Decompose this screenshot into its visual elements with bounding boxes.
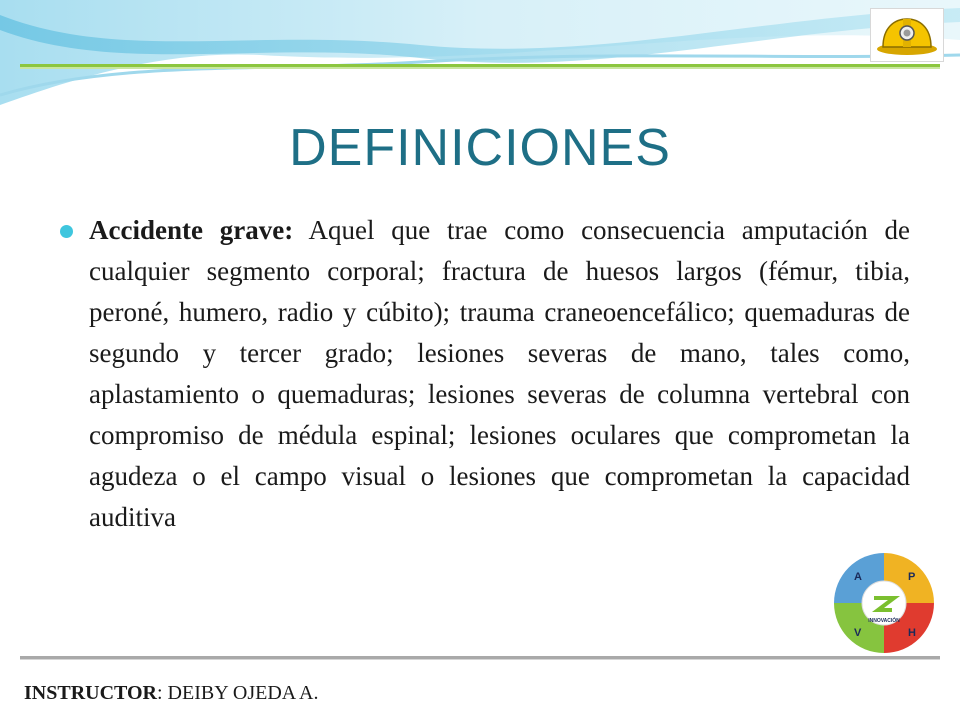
quadrant-a-label: A <box>854 571 862 583</box>
header-wave <box>0 0 960 110</box>
footer-value: : DEIBY OJEDA A. <box>157 682 319 704</box>
definition-text: Aquel que trae como consecuencia amputación de cualquier segmento corporal; fractura de huesos largos (fémur, tibia, peroné, humero, radio y cúbito); trauma craneoencefálico; quemaduras de segundo y tercer grado; lesiones severas de mano, tales como, aplastamiento o quemaduras; lesiones severas de columna vertebral con compromiso de médula espinal; lesiones oculares que comprometan la agudeza o el campo visual o lesiones que comprometan la capacidad auditiva <box>89 215 911 532</box>
quadrant-v-label: V <box>854 627 862 639</box>
emblem <box>828 548 940 658</box>
quadrant-h-label: H <box>908 627 916 639</box>
logo <box>870 8 944 62</box>
footer-instructor <box>24 682 318 705</box>
term-label: Accidente grave: <box>89 215 294 245</box>
apvh-cycle-icon <box>828 548 940 658</box>
definition-paragraph <box>89 210 910 538</box>
quadrant-p-label: P <box>908 571 916 583</box>
footer-divider-shadow <box>20 659 940 660</box>
definition-block <box>60 210 910 565</box>
hard-hat-icon <box>871 9 943 61</box>
footer-label: INSTRUCTOR <box>24 682 157 704</box>
emblem-center-label: INNOVACIÓN <box>868 618 900 624</box>
bullet-icon <box>60 225 73 238</box>
page-title: DEFINICIONES <box>289 119 671 177</box>
